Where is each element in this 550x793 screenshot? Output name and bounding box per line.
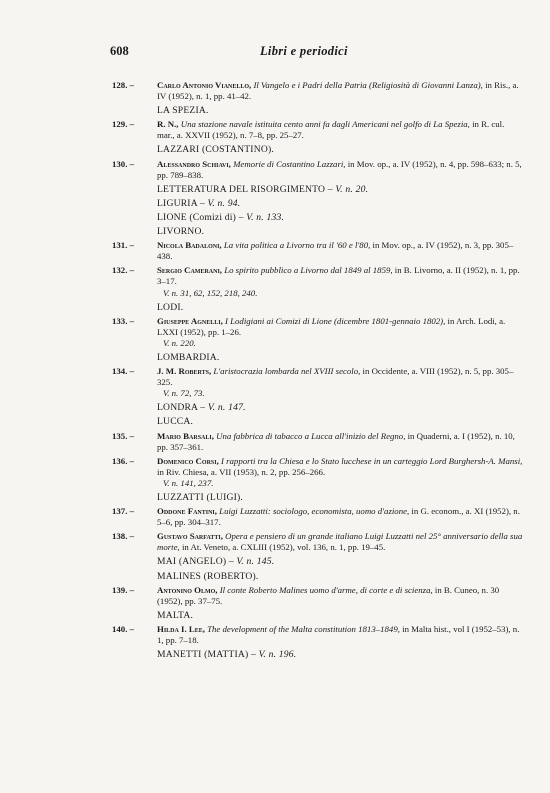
entry-number: 140. – (112, 623, 134, 634)
entry-author: Gustavo Sarfatti, (157, 531, 223, 542)
entry-citation: in R. cul. mar., a. XXVII (1952), n. 7–8, pp. 25–27. (157, 119, 505, 141)
entry-author: R. N., (157, 119, 179, 130)
entry-title: L'aristocrazia lombarda nel XVIII secolo, (213, 366, 361, 377)
bibliography-entry (112, 456, 524, 489)
cross-reference: V. n. 196. (258, 649, 297, 661)
section-heading (112, 571, 524, 582)
heading-text: MALINES (ROBERTO). (157, 570, 259, 582)
heading-text: LETTERATURA DEL RISORGIMENTO – (157, 183, 333, 195)
heading-text: LA SPEZIA. (157, 105, 209, 117)
section-heading (112, 212, 524, 223)
cross-reference: V. n. 147. (207, 402, 246, 414)
see-also-reference: V. n. 141, 237. (163, 477, 214, 488)
entry-author: Oddone Fantini, (157, 506, 217, 517)
entry-title: The development of the Malta constitution 1813–1849, (207, 623, 400, 634)
section-heading (112, 226, 524, 237)
entry-author: Mario Barsali, (157, 430, 214, 441)
entry-number: 129. – (112, 119, 134, 130)
entry-number: 135. – (112, 430, 134, 441)
section-heading (112, 144, 524, 155)
entry-author: Giuseppe Agnelli, (157, 315, 223, 326)
entry-author: Hilda I. Lee, (157, 623, 205, 634)
cross-reference: V. n. 20. (335, 183, 369, 195)
bibliography-entry (112, 431, 524, 453)
entry-number: 131. – (112, 240, 134, 251)
heading-text: LIONE (Comizi di) – (157, 211, 244, 223)
bibliography-list (112, 80, 524, 663)
entry-title: Lo spirito pubblico a Livorno dal 1849 al 1859, (224, 265, 393, 276)
entry-title: Il Vangelo e i Padri della Patria (Religiosità di Giovanni Lanza), (253, 80, 483, 90)
section-heading (112, 610, 524, 621)
entry-title: Una stazione navale istituita cento anni fa dagli Americani nel golfo di La Spezia, (180, 119, 470, 130)
running-head: Libri e periodici (260, 44, 348, 58)
entry-number: 137. – (112, 506, 134, 517)
entry-citation: in Ris., a. IV (1952), n. 1, pp. 41–42. (157, 80, 519, 102)
page-number: 608 (110, 44, 129, 58)
heading-text: LIGURIA – (157, 197, 205, 209)
section-heading (112, 302, 524, 313)
entry-citation: in B. Cuneo, n. 30 (1952), pp. 37–75. (157, 584, 500, 606)
entry-author: Alessandro Schiavi, (157, 158, 231, 169)
entry-number: 136. – (112, 455, 134, 466)
bibliography-entry (112, 316, 524, 349)
entry-citation: in Mov. op., a. IV (1952), n. 4, pp. 598–633; n. 5, pp. 789–838. (157, 158, 522, 180)
bibliography-entry (112, 506, 524, 528)
entry-author: Antonino Olmo, (157, 584, 218, 595)
cross-reference: V. n. 133. (246, 211, 285, 223)
heading-text: LUZZATTI (LUIGI). (157, 492, 243, 503)
heading-text: LONDRA – (157, 402, 206, 414)
bibliography-entry (112, 366, 524, 399)
entry-citation: in B. Livorno, a. II (1952), n. 1, pp. 3–17. (157, 265, 520, 287)
entry-number: 130. – (112, 158, 134, 169)
bibliography-entry (112, 80, 524, 102)
see-also-reference: V. n. 72, 73. (163, 388, 205, 399)
entry-author: Domenico Corsi, (157, 455, 219, 466)
bibliography-entry (112, 240, 524, 262)
entry-citation: in Riv. Chiesa, a. VII (1953), n. 2, pp. 256–266. (157, 466, 326, 477)
section-heading (112, 416, 524, 427)
entry-citation: in At. Veneto, a. CXLIII (1952), vol. 136, n. 1, pp. 19–45. (181, 542, 386, 553)
section-heading (112, 492, 524, 503)
page-header (110, 44, 520, 62)
see-also-reference: V. n. 31, 62, 152, 218, 240. (163, 287, 258, 298)
entry-citation: in Malta hist., vol I (1952–53), n. 1, pp. 7–18. (157, 623, 520, 646)
entry-citation: in G. econom., a. XI (1952), n. 5–6, pp. 304–317. (157, 506, 520, 528)
entry-title: Opera e pensiero di un grande italiano Luigi Luzzatti nel 25° anniversario della sua morte, (157, 531, 523, 553)
see-also-reference: V. n. 220. (163, 337, 196, 348)
heading-text: LAZZARI (COSTANTINO). (157, 144, 274, 156)
heading-text: LOMBARDIA. (157, 351, 220, 363)
entry-author: J. M. Roberts, (157, 366, 212, 377)
entry-title: I Lodigiani ai Comizi di Lione (dicembre 1801-gennaio 1802), (225, 315, 446, 326)
cross-reference: V. n. 145. (236, 556, 275, 568)
entry-number: 128. – (112, 80, 134, 90)
heading-text: LODI. (157, 301, 184, 313)
heading-text: LIVORNO. (157, 226, 205, 238)
bibliography-entry (112, 159, 524, 181)
cross-reference: V. n. 94. (207, 197, 241, 209)
section-heading (112, 402, 524, 413)
entry-title: Il conte Roberto Malines uomo d'arme, di corte e di scienza, (219, 584, 433, 595)
bibliography-entry (112, 265, 524, 298)
entry-title: Una fabbrica di tabacco a Lucca all'inizio del Regno, (216, 430, 406, 441)
section-heading (112, 352, 524, 363)
heading-text: MAI (ANGELO) – (157, 556, 234, 568)
entry-title: Memorie di Costantino Lazzari, (233, 158, 346, 169)
section-heading (112, 198, 524, 209)
section-heading (112, 649, 524, 660)
entry-number: 139. – (112, 584, 134, 595)
bibliography-entry (112, 531, 524, 553)
entry-number: 138. – (112, 531, 134, 542)
entry-author: Sergio Camerani, (157, 265, 222, 276)
bibliography-entry (112, 585, 524, 607)
entry-citation: in Quaderni, a. I (1952), n. 10, pp. 357–361. (157, 430, 515, 452)
section-heading (112, 184, 524, 195)
entry-author: Carlo Antonio Vianello, (157, 80, 252, 90)
heading-text: MANETTI (MATTIA) – (157, 649, 256, 661)
entry-number: 134. – (112, 366, 134, 377)
entry-author: Nicola Badaloni, (157, 240, 222, 251)
bibliography-entry (112, 624, 524, 646)
section-heading (112, 556, 524, 567)
entry-number: 133. – (112, 315, 134, 326)
entry-number: 132. – (112, 265, 134, 276)
entry-citation: in Arch. Lodi, a. LXXI (1952), pp. 1–26. (157, 315, 506, 337)
entry-title: Luigi Luzzatti: sociologo, economista, uomo d'azione, (219, 506, 410, 517)
heading-text: LUCCA. (157, 416, 194, 428)
entry-title: La vita politica a Livorno tra il '60 e l'80, (223, 240, 371, 251)
entry-title: I rapporti tra la Chiesa e lo Stato lucchese in un carteggio Lord Burghersh-A. Mansi, (220, 455, 523, 466)
section-heading (112, 105, 524, 116)
entry-citation: in Occidente, a. VIII (1952), n. 5, pp. 305–325. (157, 366, 514, 388)
heading-text: MALTA. (157, 609, 194, 621)
entry-citation: in Mov. op., a. IV (1952), n. 3, pp. 305–438. (157, 240, 514, 262)
bibliography-entry (112, 119, 524, 141)
